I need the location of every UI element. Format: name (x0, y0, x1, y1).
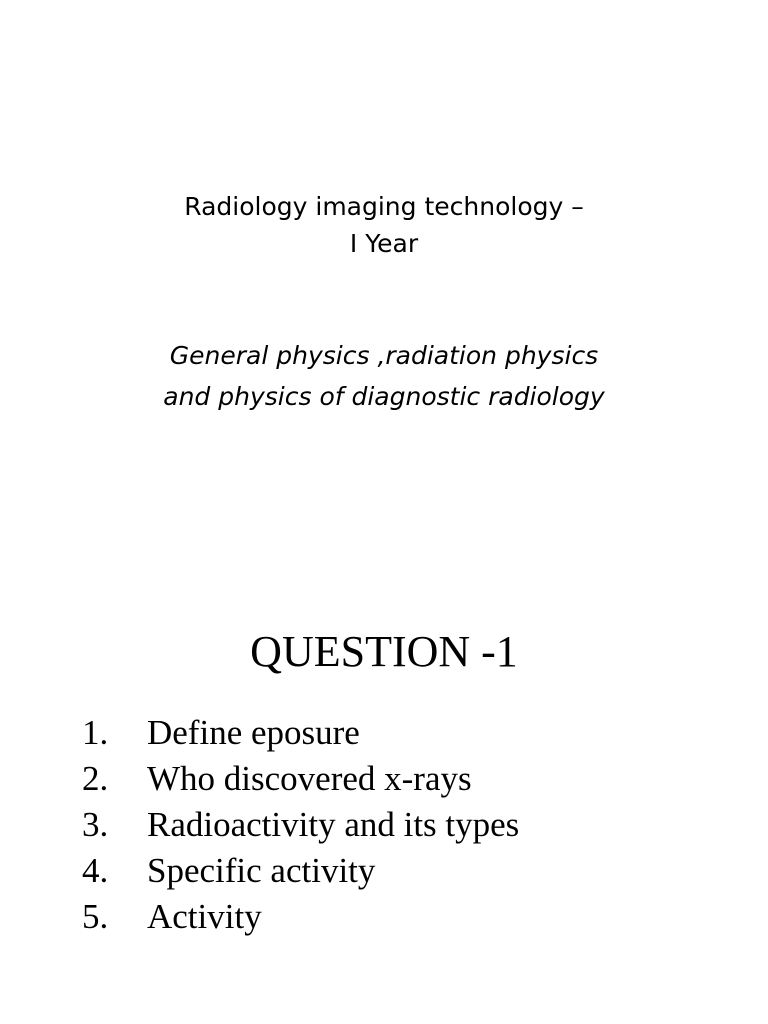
question-text: Who discovered x-rays (147, 759, 472, 798)
question-item-4 (82, 848, 519, 894)
course-title-line-1: Radiology imaging technology – (184, 192, 584, 221)
question-item-3 (82, 802, 519, 848)
subject-title-line-2: and physics of diagnostic radiology (163, 382, 605, 411)
question-item-1 (82, 710, 519, 756)
question-item-5 (82, 894, 519, 940)
question-text: Activity (147, 897, 262, 936)
question-text: Radioactivity and its types (147, 805, 520, 844)
course-title (0, 188, 768, 262)
question-item-2 (82, 756, 519, 802)
course-title-line-2: I Year (349, 229, 419, 258)
question-list (82, 710, 519, 940)
question-heading: QUESTION -1 (250, 627, 518, 676)
question-number: 4. (82, 851, 109, 890)
question-text: Define eposure (147, 713, 360, 752)
subject-title-line-1: General physics ,radiation physics (169, 341, 599, 370)
question-number: 5. (82, 897, 109, 936)
question-number: 3. (82, 805, 109, 844)
question-text: Specific activity (147, 851, 376, 890)
subject-title (0, 335, 768, 417)
question-number: 1. (82, 713, 109, 752)
question-number: 2. (82, 759, 109, 798)
